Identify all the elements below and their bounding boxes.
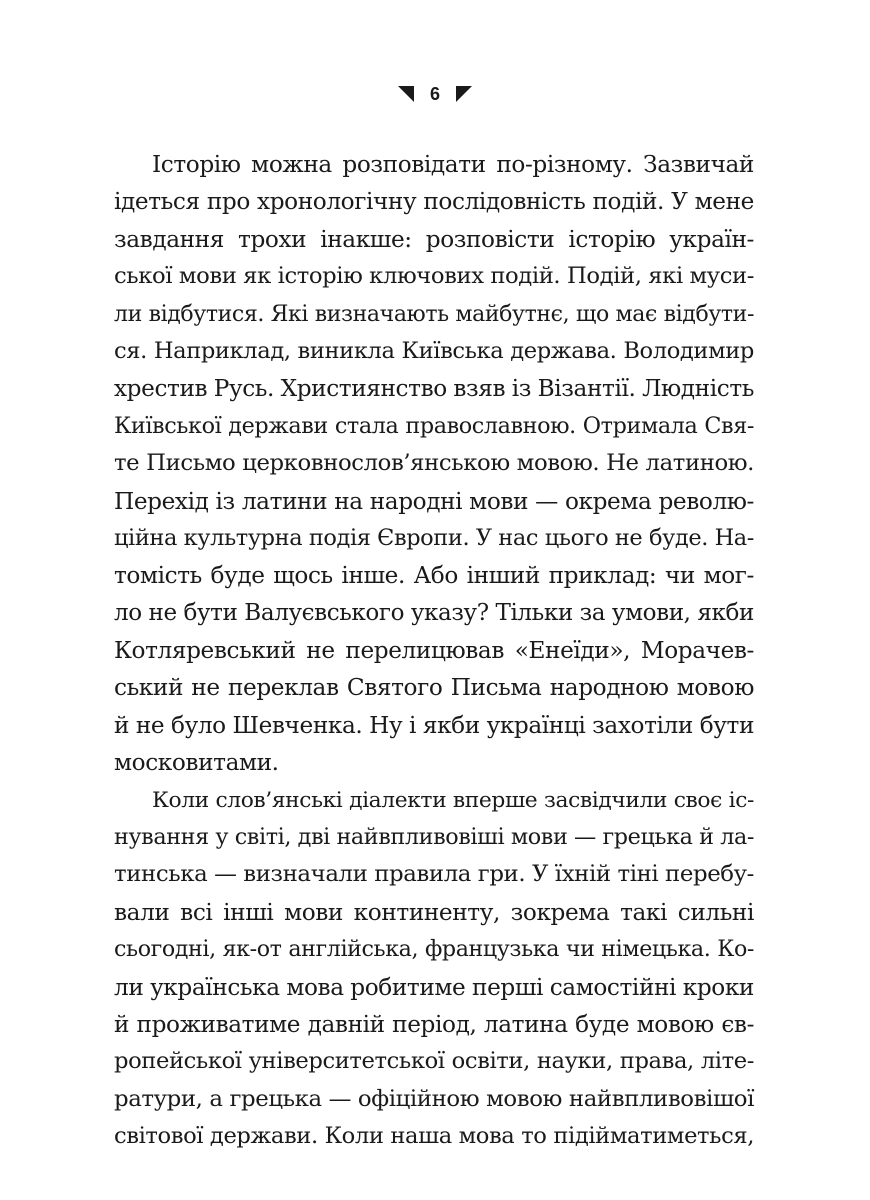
page-number: 6 [429, 84, 440, 104]
text-line: ло не бути Валуєвського указу? Тільки за умови, якби [114, 599, 754, 626]
text-line: ли українська мова робитиме перші самостійні кроки [114, 973, 754, 1001]
text-line: світової держави. Коли наша мова то підійматиметься, [114, 1123, 754, 1150]
text-line: ропейської університетської освіти, науки, права, літе- [114, 1048, 754, 1075]
text-line: ли відбутися. Які визначають майбутнє, що має відбути- [114, 301, 754, 327]
text-line: Котляревський не перелицював «Енеїди», Морачев- [114, 637, 754, 665]
text-line: ідеться про хронологічну послідовність подій. У мене [114, 188, 754, 216]
text-line: ційна культурна подія Європи. У нас цього не буде. На- [114, 524, 754, 551]
body-text [114, 146, 754, 1156]
text-line: ратури, а грецька — офіційною мовою найвпливовішої [114, 1085, 754, 1112]
text-line: завдання трохи інакше: розповісти історію україн- [114, 225, 754, 253]
text-line: Київської держави стала православною. Отримала Свя- [114, 412, 754, 439]
text-line: нування у світі, дві найвпливовіші мови — грецька й ла- [114, 824, 754, 851]
text-line: хрестив Русь. Християнство взяв із Візантії. Людність [114, 375, 754, 403]
text-line: й не було Шевченка. Ну і якби українці захотіли бути [114, 711, 754, 739]
text-line: й проживатиме давній період, латина буде мовою єв- [114, 1010, 754, 1038]
text-line: ський не переклав Святого Письма народною мовою [114, 674, 754, 702]
text-line: тинська — визначали правила гри. У їхній тіні перебу- [114, 861, 754, 888]
header-right-corner-icon [456, 86, 472, 102]
text-line: томість буде щось інше. Або інший приклад: чи мог- [114, 562, 754, 590]
text-line: Перехід із латини на народні мови — окрема револю- [114, 487, 754, 515]
header-left-corner-icon [398, 86, 414, 102]
page-header [0, 82, 870, 106]
text-line: ся. Наприклад, виникла Київська держава. Володимир [114, 337, 754, 364]
text-line: вали всі інші мови континенту, зокрема такі сильні [114, 898, 754, 926]
text-line: ської мови як історію ключових подій. Подій, які муси- [114, 263, 754, 290]
text-line: Коли слов’янські діалекти вперше засвідчили своє іс- [152, 787, 754, 813]
paragraph-1 [114, 146, 754, 782]
text-line: те Письмо церковнослов’янською мовою. Не латиною. [114, 450, 754, 477]
text-line: Історію можна розповідати по-різному. Зазвичай [152, 151, 754, 178]
text-line: московитами. [114, 749, 279, 777]
paragraph-2 [114, 782, 754, 1156]
text-line: сьогодні, як-от англійська, французька чи німецька. Ко- [114, 936, 754, 963]
